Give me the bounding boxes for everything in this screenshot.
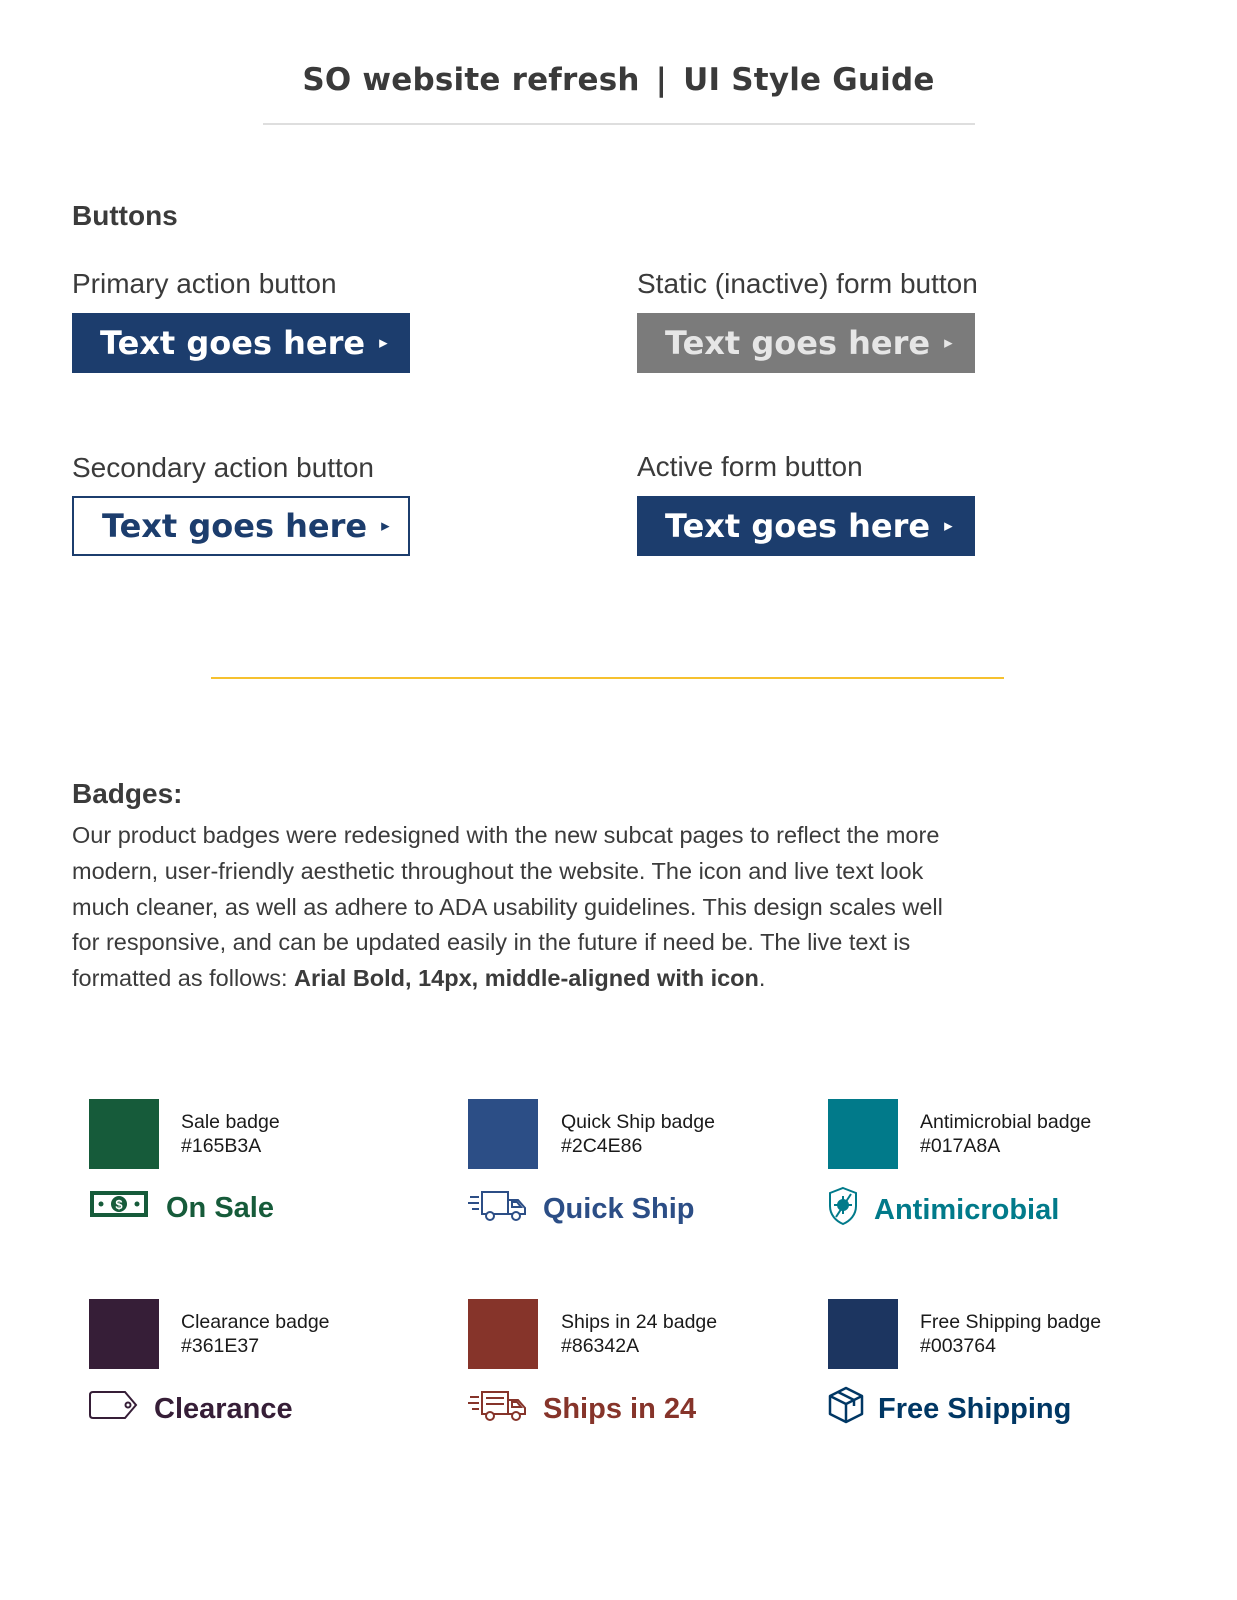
ships-in-24-swatch-info [561,1310,717,1358]
primary-button-label: Primary action button [72,268,337,299]
ships-in-24-badge-text: Ships in 24 [543,1392,697,1425]
primary-action-button[interactable] [72,313,410,373]
buttons-heading: Buttons [72,200,178,231]
swatch-hex: #361E37 [181,1335,260,1357]
quick-ship-swatch-info [561,1110,715,1158]
antimicrobial-color-swatch [828,1099,898,1169]
on-sale-badge [89,1188,274,1228]
antimicrobial-swatch-info [920,1110,1091,1158]
active-button-text: Text goes here [665,507,931,545]
description-text: Our product badges were redesigned with the new subcat pages to reflect the more modern, user-friendly aesthetic throughout the website. The icon and live text look much cleaner, as well as adhere to ADA usability guidelines. This design scales well for responsive, and can be updated easily in the future if need be. The live text is formatted as follows: [72,822,943,992]
shield-microbe-icon [828,1186,858,1234]
arrow-right-icon: ▸ [944,516,953,536]
on-sale-badge-text: On Sale [166,1191,274,1224]
description-emphasis: Arial Bold, 14px, middle-aligned with icon [294,965,759,992]
free-shipping-swatch-info [920,1310,1101,1358]
swatch-name: Sale badge [181,1111,280,1133]
active-button-label: Active form button [637,451,863,482]
free-shipping-color-swatch [828,1299,898,1369]
ships-in-24-badge [468,1388,696,1430]
badges-heading: Badges: [72,778,183,809]
primary-button-text: Text goes here [100,324,366,362]
section-divider [211,677,1004,679]
package-box-icon [828,1386,864,1432]
static-form-button [637,313,975,373]
static-button-label: Static (inactive) form button [637,268,978,299]
svg-text:$: $ [115,1197,123,1212]
swatch-name: Free Shipping badge [920,1311,1102,1333]
quick-ship-badge-text: Quick Ship [543,1192,695,1225]
fast-truck-icon [468,1388,528,1430]
title-separator: | [655,62,668,98]
title-divider [263,123,975,125]
secondary-action-button[interactable] [72,496,410,556]
free-shipping-badge [828,1386,1071,1432]
arrow-right-icon: ▸ [944,333,953,353]
arrow-right-icon: ▸ [379,333,388,353]
ships-in-24-color-swatch [468,1299,538,1369]
antimicrobial-badge [828,1186,1059,1234]
swatch-name: Quick Ship badge [561,1111,715,1133]
clearance-color-swatch [89,1299,159,1369]
swatch-name: Ships in 24 badge [561,1311,718,1333]
antimicrobial-badge-text: Antimicrobial [874,1193,1060,1226]
swatch-hex: #003764 [920,1335,996,1357]
swatch-hex: #86342A [561,1335,640,1357]
sale-swatch-info [181,1110,280,1158]
arrow-right-icon: ▸ [381,516,390,536]
price-tag-icon [89,1389,139,1429]
clearance-badge [89,1389,293,1429]
swatch-name: Clearance badge [181,1311,330,1333]
free-shipping-badge-text: Free Shipping [878,1392,1072,1425]
page-title [0,62,1237,98]
quick-ship-color-swatch [468,1099,538,1169]
badges-description [72,818,972,997]
swatch-name: Antimicrobial badge [920,1111,1092,1133]
clearance-badge-text: Clearance [154,1392,293,1425]
secondary-button-label: Secondary action button [72,452,374,483]
secondary-button-text: Text goes here [102,507,368,545]
swatch-hex: #2C4E86 [561,1135,643,1157]
sale-color-swatch [89,1099,159,1169]
delivery-truck-icon [468,1188,528,1230]
quick-ship-badge [468,1188,694,1230]
swatch-hex: #165B3A [181,1135,262,1157]
clearance-swatch-info [181,1310,330,1358]
description-end: . [758,965,766,992]
active-form-button[interactable] [637,496,975,556]
money-icon [89,1188,149,1228]
page-title-sub: UI Style Guide [683,62,935,98]
swatch-hex: #017A8A [920,1135,1001,1157]
page-title-main: SO website refresh [302,62,640,98]
static-button-text: Text goes here [665,324,931,362]
